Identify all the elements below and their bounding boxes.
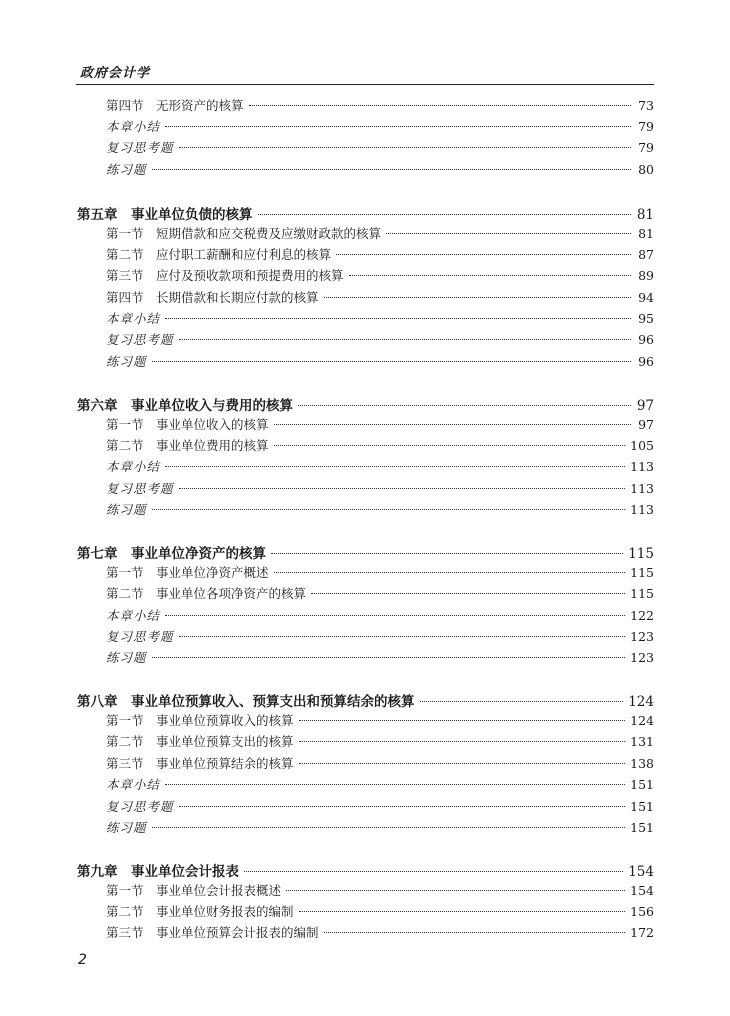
toc-entry-label: 练习题 — [106, 820, 147, 835]
toc-entry-page: 151 — [630, 820, 654, 835]
toc-entry-label: 第四节 长期借款和长期应付款的核算 — [106, 290, 319, 305]
toc-entry-page: 172 — [630, 925, 654, 940]
toc-entry-page: 154 — [630, 883, 654, 898]
toc-entry-page: 154 — [628, 864, 654, 880]
toc-subentry — [106, 775, 654, 795]
toc-entry-label: 第一节 事业单位会计报表概述 — [106, 883, 282, 898]
toc-entry-label: 复习思考题 — [106, 481, 174, 496]
toc-entry-label: 第七章 事业单位净资产的核算 — [77, 546, 266, 562]
toc-subentry — [106, 117, 654, 137]
toc-entry-label: 第九章 事业单位会计报表 — [77, 864, 239, 880]
toc-entry-label: 练习题 — [106, 502, 147, 517]
header-rule — [76, 84, 654, 85]
dot-leader — [249, 105, 631, 106]
toc-entry-page: 131 — [630, 734, 654, 749]
toc-entry-label: 练习题 — [106, 354, 147, 369]
toc-entry-page: 113 — [630, 502, 654, 517]
dot-leader — [165, 318, 631, 319]
dot-leader — [299, 720, 626, 721]
toc-entry-page: 80 — [638, 162, 654, 177]
dot-leader — [298, 405, 631, 406]
dot-leader — [152, 657, 626, 658]
toc-entry-label: 练习题 — [106, 650, 147, 665]
toc-chapter-entry — [77, 690, 654, 710]
toc-subentry — [106, 457, 654, 477]
toc-entry-page: 151 — [630, 799, 654, 814]
toc-entry-label: 本章小结 — [106, 608, 161, 623]
toc-entry-label: 第二节 事业单位财务报表的编制 — [106, 904, 294, 919]
toc-chapter-entry — [77, 203, 654, 223]
toc-entry-page: 115 — [630, 565, 654, 580]
running-header: 政府会计学 — [80, 66, 151, 81]
toc-subentry — [106, 648, 654, 668]
toc-entry-page: 138 — [630, 756, 654, 771]
toc-section-entry — [106, 732, 654, 752]
toc-entry-label: 本章小结 — [106, 311, 161, 326]
toc-section-entry — [106, 563, 654, 583]
toc-chapter-entry — [77, 860, 654, 880]
toc-subentry — [106, 138, 654, 158]
dot-leader — [152, 169, 631, 170]
toc-subentry — [106, 500, 654, 520]
toc-entry-label: 本章小结 — [106, 777, 161, 792]
toc-entry-page: 124 — [628, 694, 654, 710]
toc-subentry — [106, 606, 654, 626]
dot-leader — [152, 509, 626, 510]
toc-entry-page: 156 — [630, 904, 654, 919]
toc-entry-label: 第八章 事业单位预算收入、预算支出和预算结余的核算 — [77, 694, 415, 710]
toc-subentry — [106, 818, 654, 838]
toc-entry-page: 124 — [630, 713, 654, 728]
dot-leader — [165, 615, 625, 616]
toc-entry-page: 122 — [630, 608, 654, 623]
dot-leader — [165, 466, 625, 467]
dot-leader — [311, 593, 625, 594]
dot-leader — [271, 553, 623, 554]
toc-subentry — [106, 479, 654, 499]
dot-leader — [165, 126, 631, 127]
dot-leader — [165, 784, 625, 785]
toc-section-entry — [106, 711, 654, 731]
toc-subentry — [106, 352, 654, 372]
toc-entry-label: 本章小结 — [106, 459, 161, 474]
toc-entry-page: 123 — [630, 650, 654, 665]
toc-entry-label: 第三节 应付及预收款项和预提费用的核算 — [106, 268, 344, 283]
toc-entry-page: 96 — [638, 354, 654, 369]
toc-entry-page: 151 — [630, 777, 654, 792]
toc-entry-label: 第二节 应付职工薪酬和应付利息的核算 — [106, 247, 332, 262]
dot-leader — [179, 147, 631, 148]
dot-leader — [324, 297, 631, 298]
toc-entry-label: 第五章 事业单位负债的核算 — [77, 207, 253, 223]
toc-entry-label: 本章小结 — [106, 119, 161, 134]
toc-section-entry — [106, 584, 654, 604]
toc-entry-label: 第二节 事业单位费用的核算 — [106, 438, 269, 453]
toc-section-entry — [106, 266, 654, 286]
toc-entry-page: 81 — [636, 207, 654, 223]
dot-leader — [179, 636, 626, 637]
toc-entry-label: 练习题 — [106, 162, 147, 177]
toc-section-entry — [106, 923, 654, 943]
toc-entry-page: 87 — [638, 247, 654, 262]
toc-subentry — [106, 797, 654, 817]
toc-section-entry — [106, 415, 654, 435]
toc-entry-label: 第一节 短期借款和应交税费及应缴财政款的核算 — [106, 226, 382, 241]
dot-leader — [299, 741, 626, 742]
toc-entry-page: 115 — [628, 546, 654, 562]
toc-entry-label: 第三节 事业单位预算会计报表的编制 — [106, 925, 319, 940]
toc-chapter-entry — [77, 394, 654, 414]
toc-entry-page: 113 — [630, 481, 654, 496]
dot-leader — [299, 911, 626, 912]
toc-section-entry — [106, 436, 654, 456]
toc-entry-label: 第三节 事业单位预算结余的核算 — [106, 756, 294, 771]
toc-chapter-entry — [77, 542, 654, 562]
toc-entry-label: 第一节 事业单位预算收入的核算 — [106, 713, 294, 728]
dot-leader — [274, 424, 631, 425]
dot-leader — [349, 275, 631, 276]
toc-section-entry — [106, 902, 654, 922]
toc-entry-page: 94 — [638, 290, 654, 305]
toc-entry-label: 复习思考题 — [106, 140, 174, 155]
dot-leader — [420, 701, 624, 702]
toc-entry-label: 复习思考题 — [106, 629, 174, 644]
dot-leader — [324, 932, 626, 933]
toc-subentry — [106, 309, 654, 329]
dot-leader — [152, 827, 626, 828]
toc-entry-label: 复习思考题 — [106, 799, 174, 814]
toc-section-entry — [106, 224, 654, 244]
toc-entry-label: 第一节 事业单位净资产概述 — [106, 565, 269, 580]
toc-entry-page: 123 — [630, 629, 654, 644]
toc-section-entry — [106, 754, 654, 774]
toc-entry-page: 95 — [638, 311, 654, 326]
dot-leader — [286, 890, 625, 891]
page-number: 2 — [78, 952, 87, 968]
dot-leader — [179, 339, 631, 340]
toc-entry-page: 79 — [638, 119, 654, 134]
toc-subentry — [106, 160, 654, 180]
dot-leader — [152, 361, 631, 362]
toc-entry-label: 第一节 事业单位收入的核算 — [106, 417, 269, 432]
dot-leader — [299, 763, 626, 764]
dot-leader — [336, 254, 631, 255]
toc-entry-page: 89 — [638, 268, 654, 283]
dot-leader — [274, 445, 626, 446]
dot-leader — [386, 233, 631, 234]
dot-leader — [179, 806, 626, 807]
toc-entry-page: 97 — [636, 398, 654, 414]
dot-leader — [244, 871, 623, 872]
toc-entry-label: 第二节 事业单位预算支出的核算 — [106, 734, 294, 749]
toc-entry-label: 复习思考题 — [106, 332, 174, 347]
toc-entry-page: 115 — [630, 586, 654, 601]
dot-leader — [274, 572, 626, 573]
toc-subentry — [106, 330, 654, 350]
toc-entry-page: 81 — [638, 226, 654, 241]
dot-leader — [258, 214, 632, 215]
toc-section-entry — [106, 96, 654, 116]
toc-section-entry — [106, 245, 654, 265]
toc-entry-page: 73 — [638, 98, 654, 113]
toc-entry-page: 79 — [638, 140, 654, 155]
toc-section-entry — [106, 881, 654, 901]
toc-entry-page: 97 — [638, 417, 654, 432]
dot-leader — [179, 488, 626, 489]
toc-section-entry — [106, 288, 654, 308]
toc-entry-label: 第二节 事业单位各项净资产的核算 — [106, 586, 307, 601]
toc-entry-page: 105 — [630, 438, 654, 453]
toc-entry-page: 96 — [638, 332, 654, 347]
toc-entry-label: 第六章 事业单位收入与费用的核算 — [77, 398, 293, 414]
toc-subentry — [106, 627, 654, 647]
toc-entry-page: 113 — [630, 459, 654, 474]
toc-entry-label: 第四节 无形资产的核算 — [106, 98, 244, 113]
